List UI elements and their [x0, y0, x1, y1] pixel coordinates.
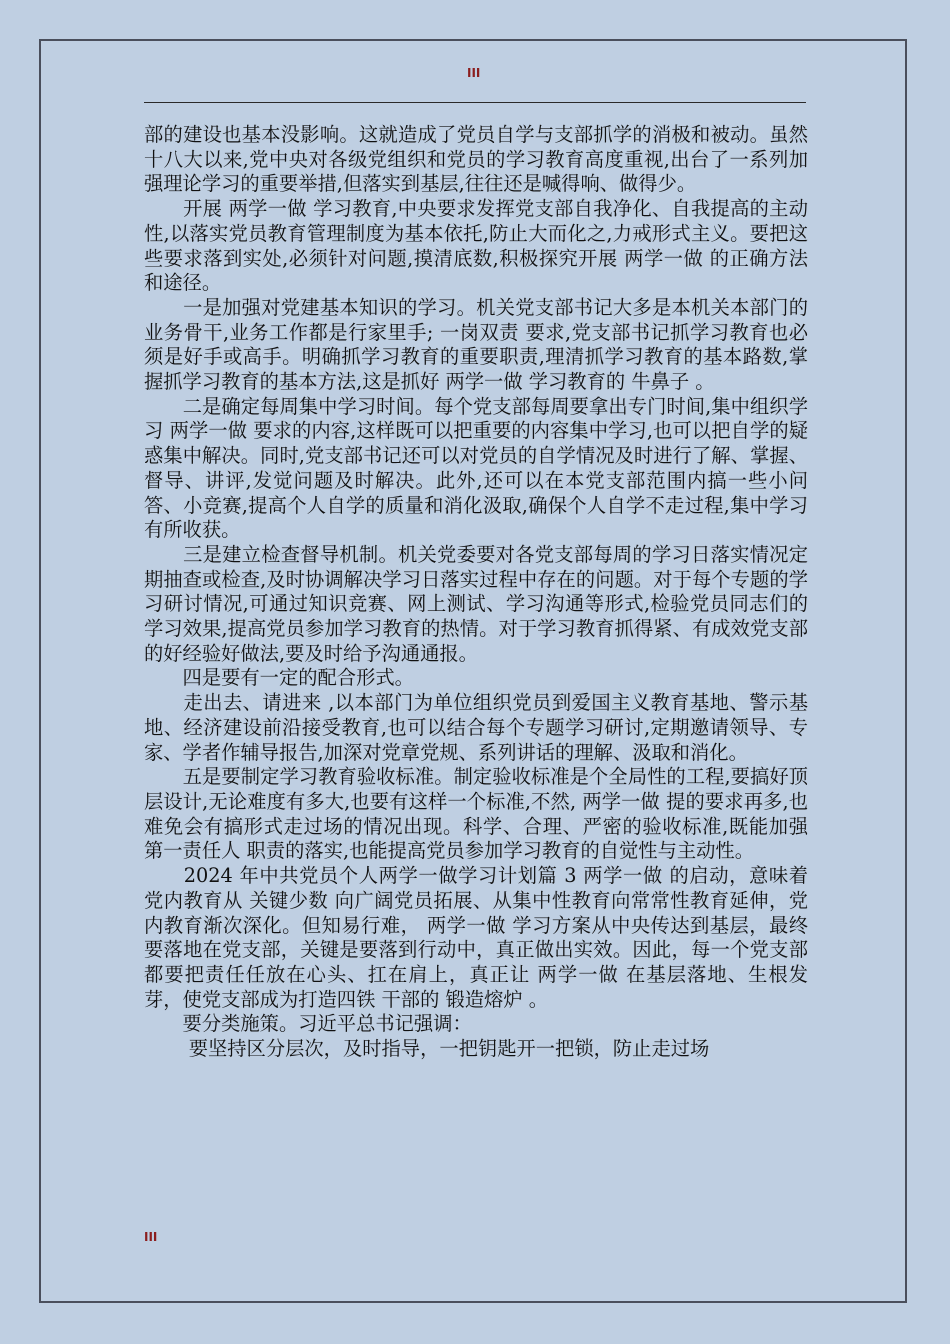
- paragraph-4: 二是确定每周集中学习时间。每个党支部每周要拿出专门时间,集中组织学习 两学一做 要求的内容,这样既可以把重要的内容集中学习,也可以把自学的疑惑集中解决。同时,党支部书记还可以对党员的自学情况及时进行了解、掌握、督导、讲评,发觉问题及时解决。此外,还可以在本党支部范围内搞一些小问答、小竞赛,提高个人自学的质量和消化汲取,确保个人自学不走过程,集中学习有所收获。: [144, 394, 808, 542]
- paragraph-10: 要分类施策。习近平总书记强调：: [144, 1012, 472, 1036]
- paragraph-9: 2024 年中共党员个人两学一做学习计划篇 3 两学一做 的启动，意味着党内教育从 关键少数 向广阔党员拓展、从集中性教育向常常性教育延伸，党内教育渐次深化。但知易行难， 两学一做 学习方案从中央传达到基层，最终要落地在党支部，关键是要落到行动中，真正做出实效。因此，每一个党支部都要把责任任放在心头、扛在肩上，真正让 两学一做 在基层落地、生根发芽，使党支部成为打造四铁 干部的 锻造熔炉 。: [144, 864, 808, 1011]
- paragraph-1: 部的建设也基本没影响。这就造成了党员自学与支部抓学的消极和被动。虽然十八大以来,党中央对各级党组织和党员的学习教育高度重视,出台了一系列加强理论学习的重要举措,但落实到基层,往往还是喊得响、做得少。: [144, 123, 808, 196]
- header-divider: [144, 102, 806, 103]
- paragraph-6: 四是要有一定的配合形式。: [144, 666, 414, 690]
- footer-ornament: III: [144, 1230, 158, 1244]
- paragraph-7: 走出去、请进来 ,以本部门为单位组织党员到爱国主义教育基地、警示基地、经济建设前沿接受教育,也可以结合每个专题学习研讨,定期邀请领导、专家、学者作辅导报告,加深对党章党规、系列讲话的理解、汲取和消化。: [144, 691, 808, 764]
- header-ornament: III: [467, 66, 481, 80]
- paragraph-8: 五是要制定学习教育验收标准。制定验收标准是个全局性的工程,要搞好顶层设计,无论难度有多大,也要有这样一个标准,不然, 两学一做 提的要求再多,也难免会有搞形式走过场的情况出现。科学、合理、严密的验收标准,既能加强 第一责任人 职责的落实,也能提高党员参加学习教育的自觉性与主动性。: [144, 765, 808, 863]
- paragraph-11: 要坚持区分层次，及时指导，一把钥匙开一把锁，防止走过场: [144, 1037, 710, 1061]
- paragraph-3: 一是加强对党建基本知识的学习。机关党支部书记大多是本机关本部门的业务骨干,业务工作都是行家里手; 一岗双责 要求,党支部书记抓学习教育也必须是好手或高手。明确抓学习教育的重要职责,理清抓学习教育的基本路数,掌握抓学习教育的基本方法,这是抓好 两学一做 学习教育的 牛鼻子 。: [144, 295, 808, 394]
- paragraph-2: 开展 两学一做 学习教育,中央要求发挥党支部自我净化、自我提高的主动性,以落实党员教育管理制度为基本依托,防止大而化之,力戒形式主义。要把这些要求落到实处,必须针对问题,摸清底数,积极探究开展 两学一做 的正确方法和途径。: [144, 197, 808, 295]
- paragraph-5: 三是建立检查督导机制。机关党委要对各党支部每周的学习日落实情况定期抽查或检查,及时协调解决学习日落实过程中存在的问题。对于每个专题的学习研讨情况,可通过知识竞赛、网上测试、学习沟通等形式,检验党员同志们的学习效果,提高党员参加学习教育的热情。对于学习教育抓得紧、有成效党支部的好经验好做法,要及时给予沟通通报。: [144, 542, 808, 665]
- document-body: [144, 123, 808, 1062]
